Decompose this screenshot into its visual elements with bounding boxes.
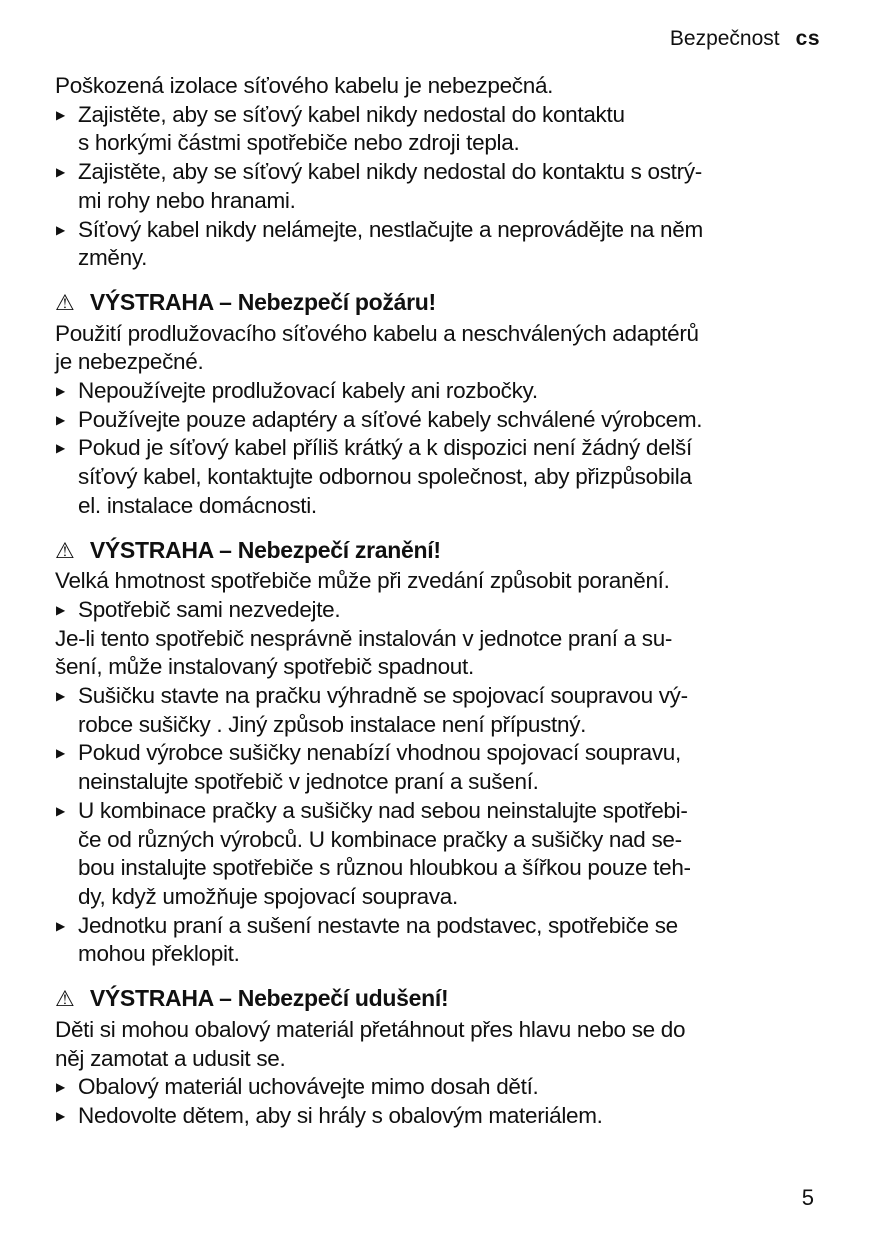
bullet-triangle-icon: ▶ [56, 918, 66, 933]
bullet-list-item [55, 912, 820, 969]
bullet-list-item [55, 596, 820, 625]
bullet-text: Spotřebič sami nezvedejte. [78, 596, 341, 622]
bullet-triangle-icon: ▶ [56, 602, 66, 617]
bullet-triangle-icon: ▶ [56, 803, 66, 818]
warning-section [55, 536, 820, 970]
warning-title: VÝSTRAHA – Nebezpečí požáru! [89, 288, 436, 315]
bullet-text: Nepoužívejte prodlužovací kabely ani rozbočky. [78, 378, 538, 404]
bullet-list-item [55, 682, 820, 739]
bullet-triangle-icon: ▶ [56, 1108, 66, 1123]
warning-section [55, 984, 820, 1131]
warning-heading [55, 536, 820, 567]
bullet-triangle-icon: ▶ [56, 412, 66, 427]
bullet-text: Zajistěte, aby se síťový kabel nikdy nedostal do kontaktu s horkými částmi spotřebiče nebo zdroji tepla. [78, 101, 625, 156]
bullet-list-item [55, 101, 820, 158]
bullet-list-item [55, 1073, 820, 1102]
warning-heading [55, 288, 820, 319]
bullet-list-item [55, 216, 820, 273]
page-number: 5 [801, 1185, 814, 1210]
warning-triangle-icon: ⚠ [55, 987, 75, 1013]
paragraph: Poškozená izolace síťového kabelu je nebezpečná. [55, 73, 554, 98]
bullet-triangle-icon: ▶ [56, 384, 66, 399]
bullet-text: Pokud je síťový kabel příliš krátký a k dispozici není žádný delší síťový kabel, kontaktujte odbornou společnost, aby přizpůsobila el. instalace domácnosti. [78, 435, 692, 518]
bullet-list-item [55, 158, 820, 215]
bullet-triangle-icon: ▶ [56, 165, 66, 180]
bullet-list-item [55, 406, 820, 435]
language-code: cs [795, 27, 820, 50]
bullet-text: Nedovolte dětem, aby si hrály s obalovým materiálem. [78, 1102, 603, 1128]
page-header [55, 27, 820, 51]
bullet-triangle-icon: ▶ [56, 107, 66, 122]
bullet-text: Pokud výrobce sušičky nenabízí vhodnou spojovací soupravu, neinstalujte spotřebič v jednotce praní a sušení. [78, 740, 681, 795]
bullet-text: U kombinace pračky a sušičky nad sebou neinstalujte spotřebi- če od různých výrobců. U kombinace pračky a sušičky nad se- bou instalujte spotřebiče s různou hloubkou a šířkou pouze teh- dy, když umožňuje spojovací souprava. [78, 797, 691, 909]
bullet-list-item [55, 377, 820, 406]
paragraph: Použití prodlužovacího síťového kabelu a neschválených adaptérů je nebezpečné. [55, 320, 699, 375]
bullet-triangle-icon: ▶ [56, 1080, 66, 1095]
bullet-triangle-icon: ▶ [56, 222, 66, 237]
paragraph: Velká hmotnost spotřebiče může při zvedání způsobit poranění. [55, 568, 670, 594]
bullet-text: Obalový materiál uchovávejte mimo dosah dětí. [78, 1074, 539, 1100]
bullet-triangle-icon: ▶ [56, 689, 66, 704]
chapter-title: Bezpečnost [669, 27, 780, 50]
paragraph: Je-li tento spotřebič nesprávně instalován v jednotce praní a su- šení, může instalovaný spotřebič spadnout. [55, 625, 673, 680]
paragraph: Děti si mohou obalový materiál přetáhnout přes hlavu nebo se do něj zamotat a udusit se. [55, 1016, 686, 1071]
bullet-text: Používejte pouze adaptéry a síťové kabely schválené výrobcem. [78, 406, 703, 432]
bullet-list-item [55, 434, 820, 520]
warning-section [55, 288, 820, 521]
bullet-list-item [55, 739, 820, 796]
bullet-text: Sušičku stavte na pračku výhradně se spojovací soupravou vý- robce sušičky . Jiný způsob instalace není přípustný. [78, 683, 688, 737]
warning-triangle-icon: ⚠ [55, 538, 75, 564]
bullet-list-item [55, 797, 820, 912]
bullet-list-item [55, 1102, 820, 1131]
warning-heading [55, 984, 820, 1015]
bullet-triangle-icon: ▶ [56, 746, 66, 761]
bullet-triangle-icon: ▶ [56, 441, 66, 456]
warning-triangle-icon: ⚠ [55, 290, 75, 316]
bullet-text: Zajistěte, aby se síťový kabel nikdy nedostal do kontaktu s ostrý- mi rohy nebo hranami. [78, 159, 702, 213]
warning-title: VÝSTRAHA – Nebezpečí zranění! [89, 536, 441, 563]
bullet-text: Jednotku praní a sušení nestavte na podstavec, spotřebiče se mohou překlopit. [78, 912, 678, 967]
content [55, 72, 820, 1131]
warning-title: VÝSTRAHA – Nebezpečí udušení! [89, 985, 449, 1012]
bullet-text: Síťový kabel nikdy nelámejte, nestlačujte a neprovádějte na něm změny. [78, 216, 703, 271]
intro-section [55, 72, 820, 273]
